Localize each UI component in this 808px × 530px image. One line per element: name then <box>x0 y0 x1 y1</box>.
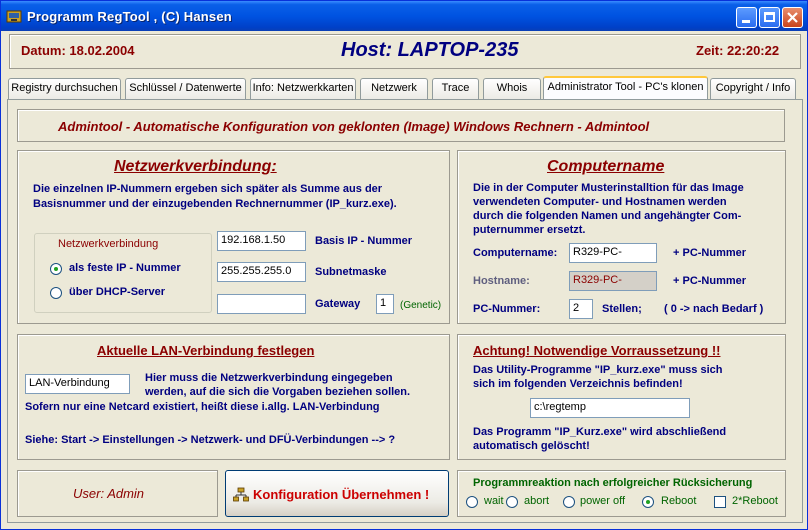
apply-configuration-button[interactable] <box>225 470 449 517</box>
tab-whois[interactable]: Whois <box>483 78 541 99</box>
tab-admin-tool[interactable]: Administrator Tool - PC's klonen <box>543 76 708 100</box>
radio-power-off-label[interactable]: power off <box>580 495 626 507</box>
user-label: User: Admin <box>73 486 145 501</box>
computer-desc-3: durch die folgenden Namen und angehängter Com- <box>473 210 742 222</box>
gateway-input[interactable] <box>217 294 306 314</box>
computer-desc-2: verwendeten Computer- und Hostnamen werden <box>473 196 727 208</box>
pc-number-input[interactable]: 2 <box>569 299 593 319</box>
window-title: Programm RegTool , (C) Hansen <box>27 9 232 24</box>
prerequisite-text-4: automatisch gelöscht! <box>473 440 590 452</box>
banner-text: Admintool - Automatische Konfiguration von geklonten (Image) Windows Rechnern - Admintool <box>58 119 650 134</box>
lan-title: Aktuelle LAN-Verbindung festlegen <box>97 343 315 358</box>
prerequisite-text-2: sich im folgenden Verzeichnis befinden! <box>473 378 683 390</box>
prerequisite-text-3: Das Programm "IP_Kurz.exe" wird abschließend <box>473 426 727 438</box>
directory-path-input[interactable]: c:\regtemp <box>530 398 690 418</box>
host-label: Host: LAPTOP-235 <box>341 39 519 61</box>
gateway-number-input[interactable]: 1 <box>376 294 394 314</box>
base-ip-input[interactable]: 192.168.1.50 <box>217 231 306 251</box>
lan-text-4: Siehe: Start -> Einstellungen -> Netzwerk- und DFÜ-Verbindungen --> ? <box>25 434 396 446</box>
maximize-icon <box>764 12 775 22</box>
hostname-label: Hostname: <box>473 275 530 287</box>
network-title: Netzwerkverbindung: <box>114 158 277 175</box>
radio-wait[interactable] <box>466 496 478 508</box>
computer-desc-4: puternummer ersetzt. <box>473 224 586 236</box>
prerequisite-title: Achtung! Notwendige Vorraussetzung !! <box>473 343 721 358</box>
subnet-label: Subnetmaske <box>315 266 387 278</box>
computername-label: Computername: <box>473 247 558 259</box>
tab-copyright[interactable]: Copyright / Info <box>710 78 796 99</box>
user-panel <box>17 470 218 517</box>
banner-panel <box>17 109 785 142</box>
close-icon <box>783 8 802 27</box>
computername-panel <box>457 150 786 324</box>
gateway-label: Gateway <box>315 298 361 310</box>
minimize-button[interactable] <box>736 7 757 28</box>
plus-pc-number-2: + PC-Nummer <box>673 275 747 287</box>
lan-connection-input[interactable]: LAN-Verbindung <box>25 374 130 394</box>
apply-button-label: Konfiguration Übernehmen ! <box>253 487 430 502</box>
tab-network[interactable]: Netzwerk <box>360 78 428 99</box>
title-bar[interactable] <box>1 1 807 31</box>
tab-trace[interactable]: Trace <box>432 78 479 99</box>
header-panel <box>9 34 801 69</box>
hostname-input: R329-PC- <box>569 271 657 291</box>
lan-text-2: werden, auf die sich die Vorgaben beziehen sollen. <box>145 386 411 398</box>
date-label: Datum: 18.02.2004 <box>21 43 135 58</box>
radio-fixed-ip-label[interactable]: als feste IP - Nummer <box>69 262 181 274</box>
plus-pc-number-1: + PC-Nummer <box>673 247 747 259</box>
radio-dhcp[interactable] <box>50 287 62 299</box>
minimize-icon <box>742 20 750 23</box>
radio-power-off[interactable] <box>563 496 575 508</box>
network-panel <box>17 150 450 324</box>
gateway-note: (Genetic) <box>400 300 442 311</box>
app-icon <box>6 8 22 24</box>
computer-desc-1: Die in der Computer Musterinstalltion für das Image <box>473 182 744 194</box>
lan-panel <box>17 334 450 460</box>
network-config-icon <box>233 487 249 503</box>
network-desc-1: Die einzelnen IP-Nummern ergeben sich später als Summe aus der <box>33 183 383 195</box>
reaction-panel <box>457 470 786 517</box>
lan-text-3: Sofern nur eine Netcard existiert, heißt diese i.allg. LAN-Verbindung <box>25 401 380 413</box>
tab-keys-values[interactable]: Schlüssel / Datenwerte <box>125 78 246 99</box>
double-reboot-label[interactable]: 2*Reboot <box>732 495 778 507</box>
time-label: Zeit: 22:20:22 <box>696 43 780 58</box>
stellen-label: Stellen; <box>602 303 642 315</box>
close-button[interactable] <box>782 7 803 28</box>
reaction-title: Programmreaktion nach erfolgreicher Rücksicherung <box>473 477 753 489</box>
double-reboot-checkbox[interactable] <box>714 496 726 508</box>
radio-abort-label[interactable]: abort <box>524 495 550 507</box>
radio-wait-label[interactable]: wait <box>484 495 504 507</box>
radio-abort[interactable] <box>506 496 518 508</box>
prerequisite-text-1: Das Utility-Programme "IP_kurz.exe" muss sich <box>473 364 723 376</box>
network-desc-2: Basisnummer und der einzugebenden Rechnernummer (IP_kurz.exe). <box>33 198 397 210</box>
nach-bedarf-label: ( 0 -> nach Bedarf ) <box>664 303 764 315</box>
tab-network-cards[interactable]: Info: Netzwerkkarten <box>250 78 356 99</box>
lan-text-1: Hier muss die Netzwerkverbindung eingegeben <box>145 372 393 384</box>
subnet-input[interactable]: 255.255.255.0 <box>217 262 306 282</box>
pc-number-label: PC-Nummer: <box>473 303 541 315</box>
base-ip-label: Basis IP - Nummer <box>315 235 413 247</box>
computername-title: Computername <box>547 158 665 175</box>
prerequisite-panel <box>457 334 786 460</box>
radio-reboot[interactable] <box>642 496 654 508</box>
radio-reboot-label[interactable]: Reboot <box>661 495 697 507</box>
network-group-label: Netzwerkverbindung <box>58 238 159 250</box>
radio-dhcp-label[interactable]: über DHCP-Server <box>69 286 165 298</box>
maximize-button[interactable] <box>759 7 780 28</box>
radio-fixed-ip[interactable] <box>50 263 62 275</box>
tab-registry-search[interactable]: Registry durchsuchen <box>8 78 121 99</box>
computername-input[interactable]: R329-PC- <box>569 243 657 263</box>
